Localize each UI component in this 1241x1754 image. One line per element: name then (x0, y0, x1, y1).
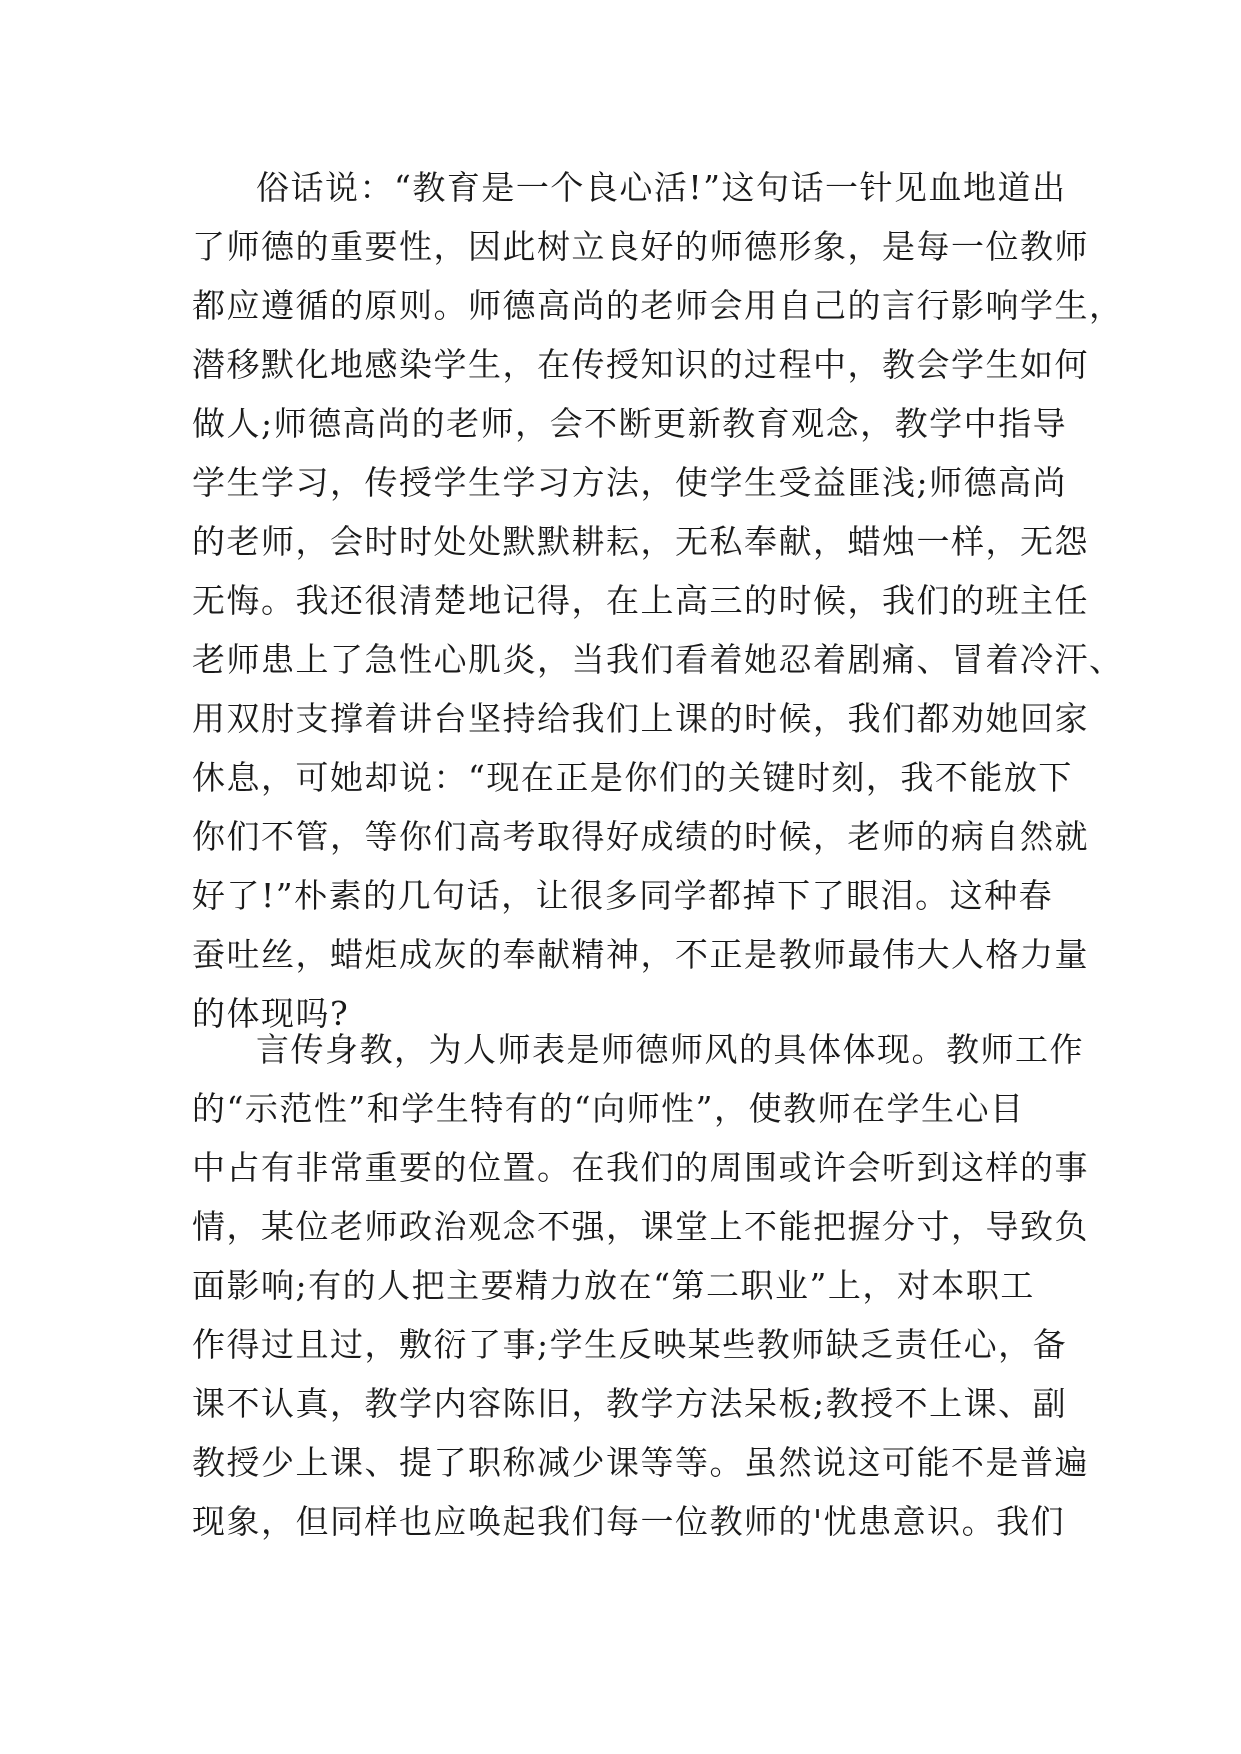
text-line: 无悔。我还很清楚地记得，在上高三的时候，我们的班主任 (192, 581, 1089, 620)
text-line: 作得过且过，敷衍了事;学生反映某些教师缺乏责任心，备 (192, 1325, 1068, 1364)
text-line: 了师德的重要性，因此树立良好的师德形象，是每一位教师 (192, 227, 1089, 266)
text-line: 老师患上了急性心肌炎，当我们看着她忍着剧痛、冒着冷汗、 (192, 640, 1124, 679)
text-line: 的“示范性”和学生特有的“向师性”，使教师在学生心目 (192, 1089, 1025, 1128)
text-line: 情，某位老师政治观念不强，课堂上不能把握分寸，导致负 (192, 1207, 1089, 1246)
text-line: 用双肘支撑着讲台坚持给我们上课的时候，我们都劝她回家 (192, 699, 1089, 738)
text-line: 休息，可她却说：“现在正是你们的关键时刻，我不能放下 (192, 758, 1073, 797)
text-line: 教授少上课、提了职称减少课等等。虽然说这可能不是普遍 (192, 1443, 1089, 1482)
text-line: 现象，但同样也应唤起我们每一位教师的'忧患意识。我们 (192, 1502, 1066, 1541)
text-line: 俗话说：“教育是一个良心活!”这句话一针见血地道出 (256, 168, 1067, 207)
text-line: 的体现吗? (192, 994, 350, 1033)
text-line: 面影响;有的人把主要精力放在“第二职业”上，对本职工 (192, 1266, 1035, 1305)
text-line: 都应遵循的原则。师德高尚的老师会用自己的言行影响学生， (192, 286, 1124, 325)
text-line: 好了!”朴素的几句话，让很多同学都掉下了眼泪。这种春 (192, 876, 1054, 915)
paragraph-1 (192, 158, 1124, 1043)
text-line: 言传身教，为人师表是师德师风的具体体现。教师工作 (256, 1030, 1084, 1069)
text-line: 的老师，会时时处处默默耕耘，无私奉献，蜡烛一样，无怨 (192, 522, 1089, 561)
paragraph-2 (192, 1020, 1089, 1551)
text-line: 课不认真，教学内容陈旧，教学方法呆板;教授不上课、副 (192, 1384, 1068, 1423)
text-line: 学生学习，传授学生学习方法，使学生受益匪浅;师德高尚 (192, 463, 1068, 502)
text-line: 蚕吐丝，蜡炬成灰的奉献精神，不正是教师最伟大人格力量 (192, 935, 1089, 974)
text-line: 你们不管，等你们高考取得好成绩的时候，老师的病自然就 (192, 817, 1089, 856)
text-line: 潜移默化地感染学生，在传授知识的过程中，教会学生如何 (192, 345, 1089, 384)
text-line: 中占有非常重要的位置。在我们的周围或许会听到这样的事 (192, 1148, 1089, 1187)
text-line: 做人;师德高尚的老师，会不断更新教育观念，教学中指导 (192, 404, 1068, 443)
